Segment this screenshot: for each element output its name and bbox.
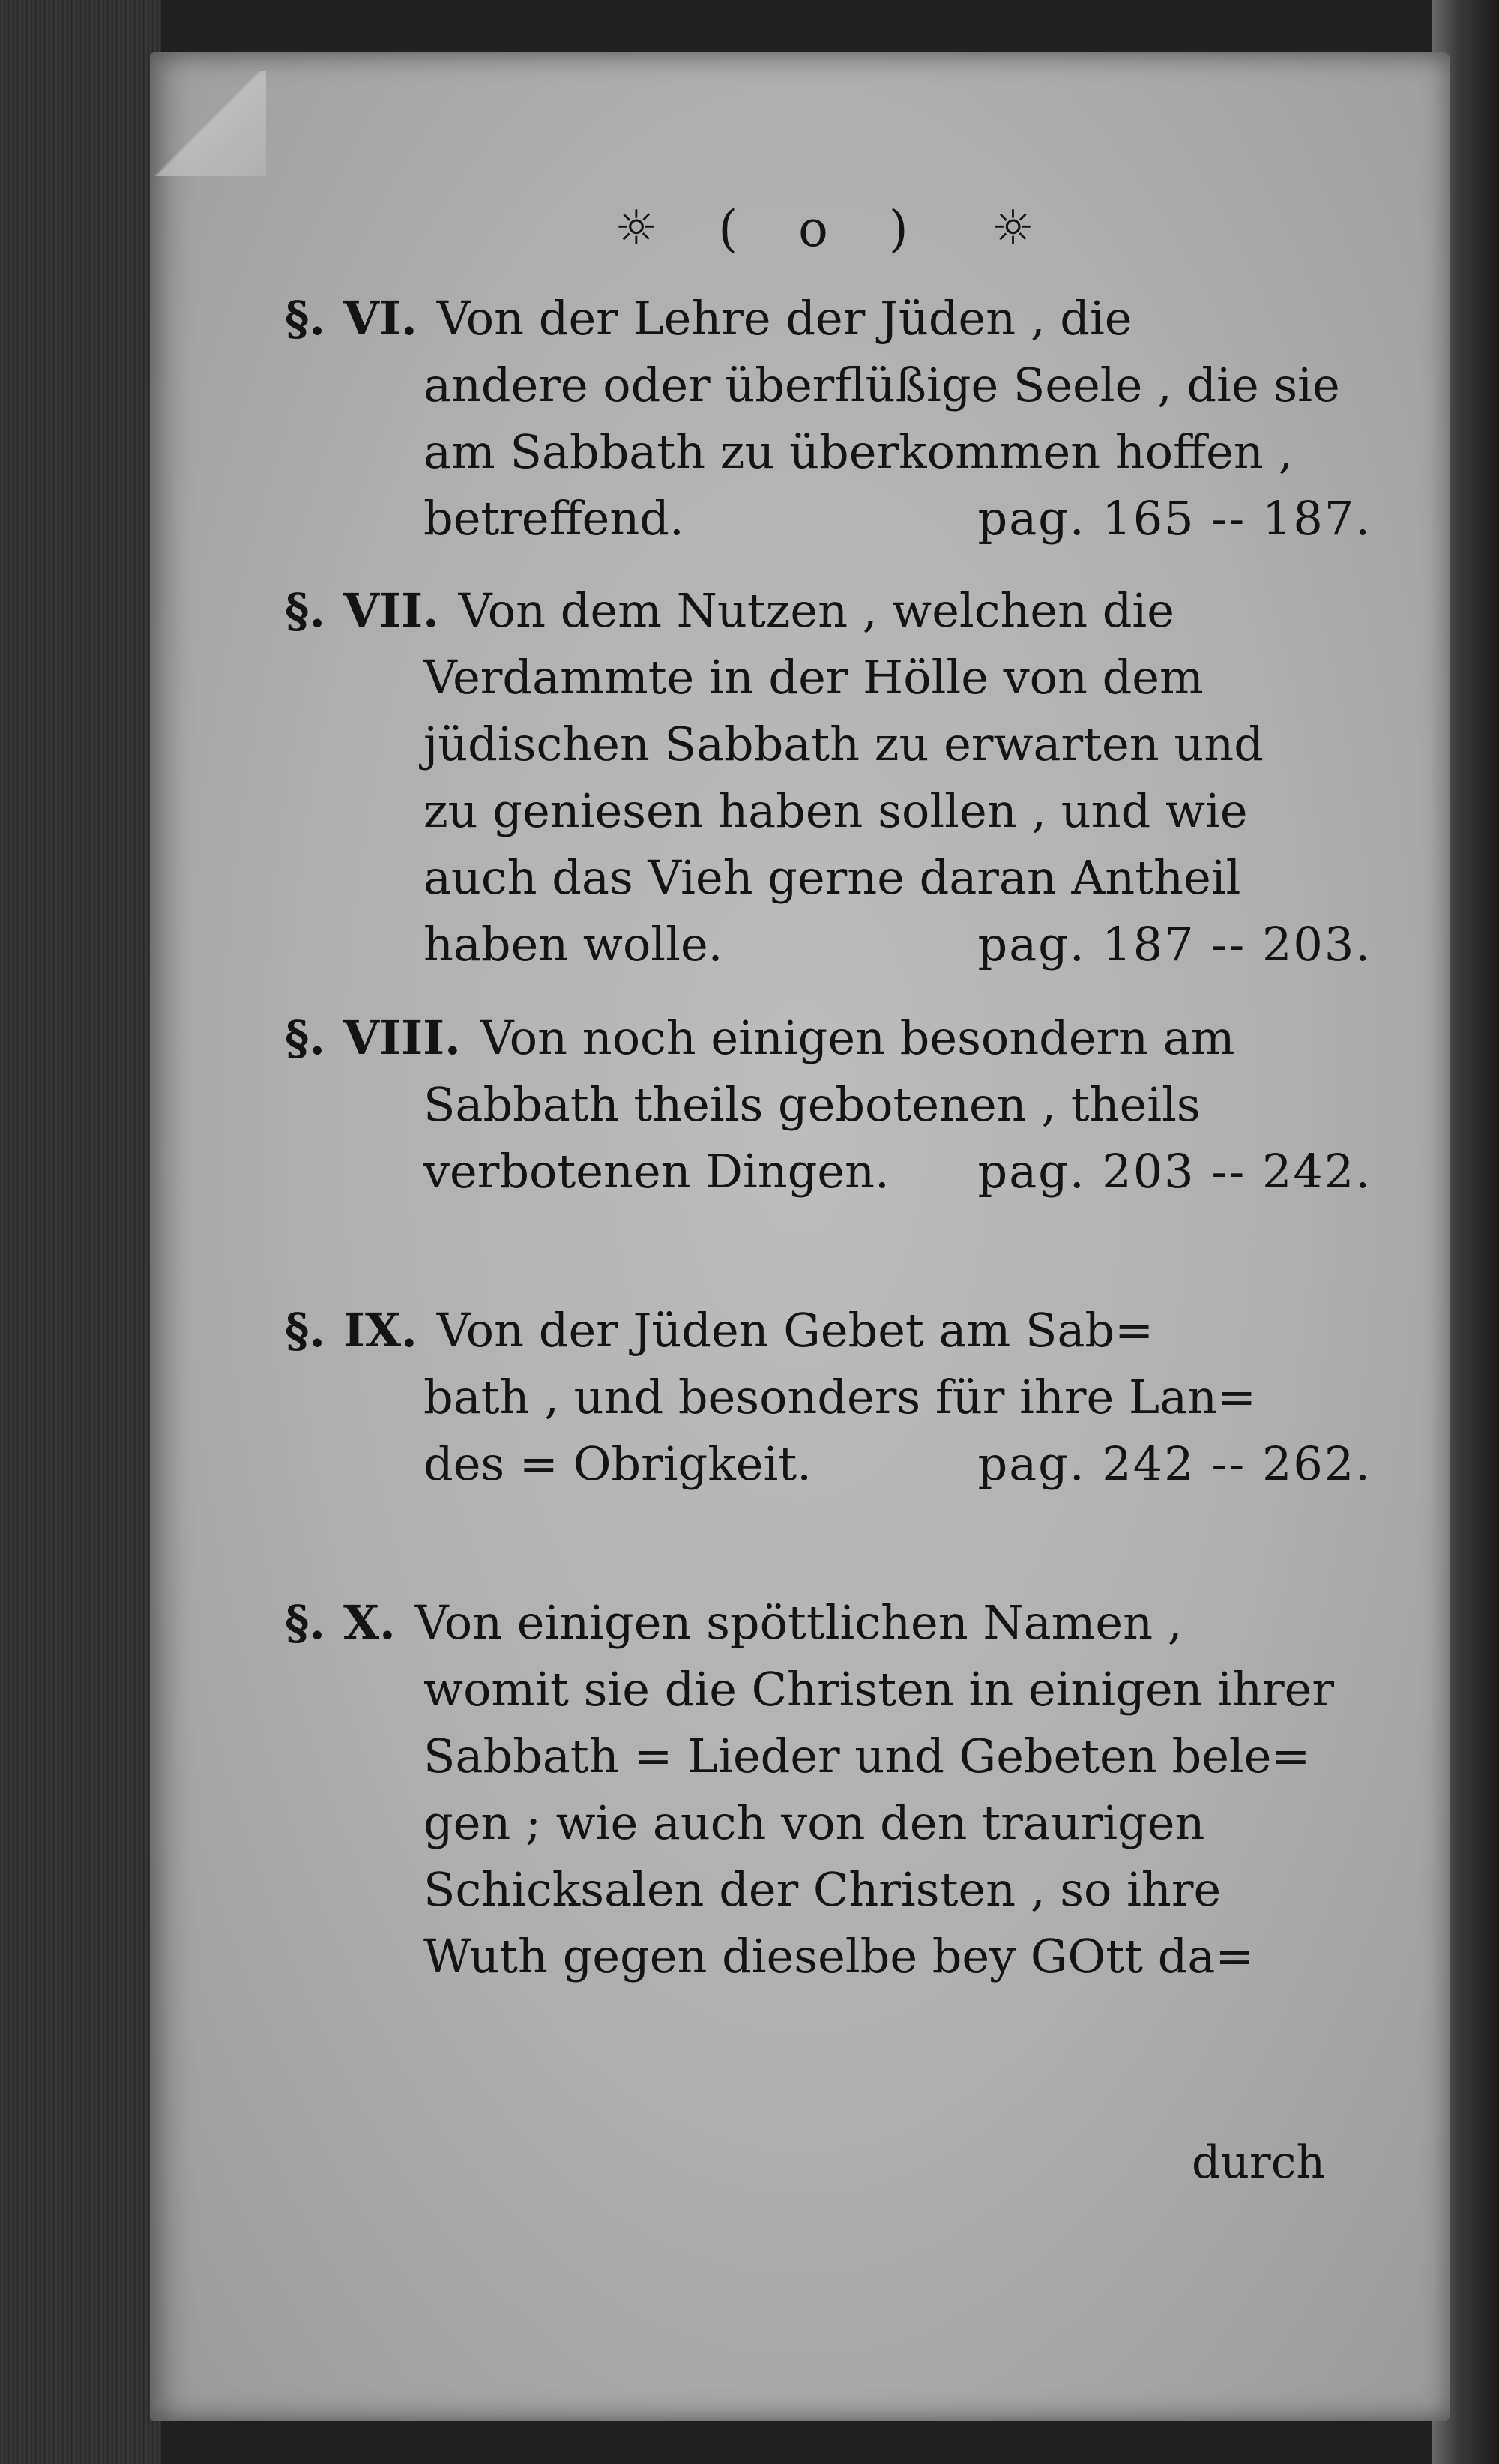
- section-number: VI.: [343, 291, 417, 346]
- section-mark: §.: [285, 1010, 326, 1065]
- entry-line: andere oder überflüßige Seele , die sie: [423, 358, 1340, 412]
- entry-line: Von noch einigen besondern am: [480, 1010, 1235, 1065]
- entry-line: jüdischen Sabbath zu erwarten und: [423, 717, 1264, 771]
- entry-line: haben wolle.: [423, 917, 723, 972]
- page-reference: pag. 203 -- 242.: [977, 1144, 1372, 1199]
- page-header: [615, 195, 1034, 262]
- sun-ornament-icon: ☼: [615, 201, 658, 256]
- page-number: ( o ): [718, 199, 931, 258]
- entry-line: Verdammte in der Hölle von dem: [423, 650, 1204, 705]
- toc-entry-vi: [285, 285, 1372, 552]
- section-number: IX.: [343, 1303, 417, 1358]
- section-number: X.: [343, 1595, 396, 1650]
- entry-line: zu geniesen haben sollen , und wie: [423, 783, 1248, 838]
- entry-line: Von der Lehre der Jüden , die: [436, 291, 1132, 346]
- section-mark: §.: [285, 1303, 326, 1358]
- entry-line: betreffend.: [423, 491, 684, 546]
- book-page-edges: [0, 0, 161, 2464]
- entry-line: gen ; wie auch von den traurigen: [423, 1795, 1205, 1850]
- catchword: durch: [1192, 2136, 1325, 2189]
- section-mark: §.: [285, 291, 326, 346]
- section-number: VIII.: [343, 1010, 461, 1065]
- entry-line: Schicksalen der Christen , so ihre: [423, 1862, 1222, 1917]
- sun-ornament-icon: ☼: [991, 201, 1034, 256]
- entry-line: Wuth gegen dieselbe bey GOtt da=: [423, 1929, 1255, 1983]
- entry-line: verbotenen Dingen.: [423, 1144, 890, 1199]
- entry-line: Von der Jüden Gebet am Sab=: [436, 1303, 1154, 1358]
- page-reference: pag. 187 -- 203.: [977, 917, 1372, 972]
- page-reference: pag. 242 -- 262.: [977, 1436, 1372, 1491]
- entry-line: bath , und besonders für ihre Lan=: [423, 1370, 1256, 1424]
- folded-page-corner: [154, 71, 266, 176]
- section-mark: §.: [285, 1595, 326, 1650]
- entry-line: Sabbath = Lieder und Gebeten bele=: [423, 1729, 1311, 1783]
- entry-line: des = Obrigkeit.: [423, 1436, 812, 1491]
- entry-line: am Sabbath zu überkommen hoffen ,: [423, 424, 1294, 479]
- entry-line: auch das Vieh gerne daran Antheil: [423, 850, 1241, 905]
- section-mark: §.: [285, 583, 326, 638]
- entry-line: Von einigen spöttlichen Namen ,: [414, 1595, 1183, 1650]
- toc-entry-x: [285, 1589, 1372, 1989]
- toc-entry-vii: [285, 577, 1372, 978]
- entry-line: Sabbath theils gebotenen , theils: [423, 1077, 1201, 1132]
- toc-entry-viii: [285, 1004, 1372, 1205]
- section-number: VII.: [343, 583, 439, 638]
- entry-line: womit sie die Christen in einigen ihrer: [423, 1662, 1334, 1717]
- entry-line: Von dem Nutzen , welchen die: [458, 583, 1174, 638]
- toc-entry-ix: [285, 1297, 1372, 1497]
- page-reference: pag. 165 -- 187.: [977, 491, 1372, 546]
